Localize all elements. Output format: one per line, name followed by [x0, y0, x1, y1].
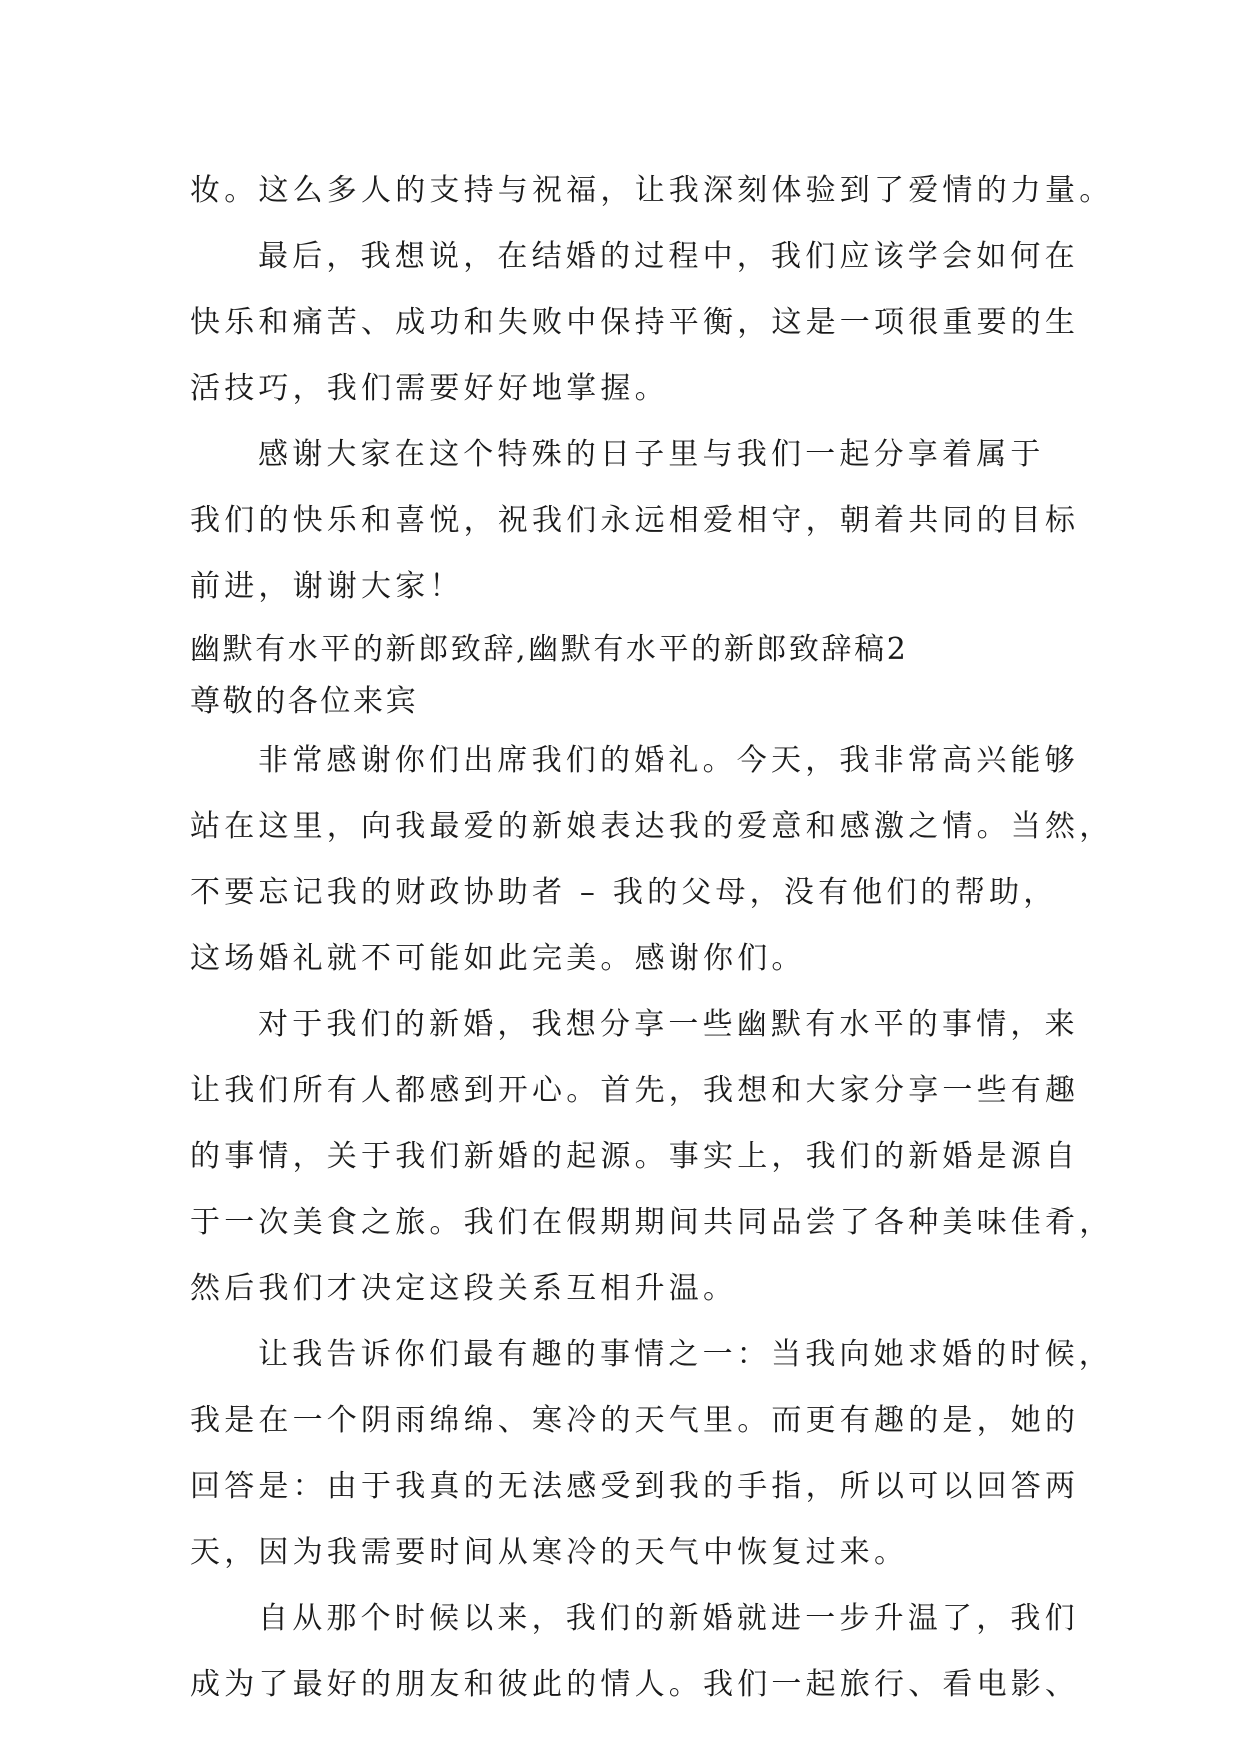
paragraph-line: 自从那个时候以来，我们的新婚就进一步升温了，我们 [258, 1601, 1079, 1636]
paragraph-line: 这场婚礼就不可能如此完美。感谢你们。 [190, 941, 806, 976]
section-title: 幽默有水平的新郎致辞,幽默有水平的新郎致辞稿2 [190, 632, 909, 667]
paragraph-line: 感谢大家在这个特殊的日子里与我们一起分享着属于 [258, 437, 1045, 472]
paragraph-line: 成为了最好的朋友和彼此的情人。我们一起旅行、看电影、 [190, 1667, 1080, 1702]
document-body [190, 158, 1114, 1718]
paragraph-line: 活技巧，我们需要好好地掌握。 [190, 371, 669, 406]
paragraph-line: 站在这里，向我最爱的新娘表达我的爱意和感激之情。当然， [190, 809, 1114, 844]
paragraph-line: 妆。这么多人的支持与祝福，让我深刻体验到了爱情的力量。 [190, 173, 1114, 208]
paragraph-line: 最后，我想说，在结婚的过程中，我们应该学会如何在 [258, 239, 1079, 274]
paragraph-line: 对于我们的新婚，我想分享一些幽默有水平的事情，来 [258, 1007, 1079, 1042]
paragraph-line: 让我们所有人都感到开心。首先，我想和大家分享一些有趣 [190, 1073, 1080, 1108]
paragraph-line: 的事情，关于我们新婚的起源。事实上，我们的新婚是源自 [190, 1139, 1080, 1174]
paragraph-line: 前进，谢谢大家！ [190, 569, 464, 604]
salutation: 尊敬的各位来宾 [190, 684, 419, 719]
paragraph-line: 非常感谢你们出席我们的婚礼。今天，我非常高兴能够 [258, 743, 1079, 778]
paragraph-line: 于一次美食之旅。我们在假期期间共同品尝了各种美味佳肴， [190, 1205, 1114, 1240]
paragraph-line: 我们的快乐和喜悦，祝我们永远相爱相守，朝着共同的目标 [190, 503, 1080, 538]
paragraph-line: 回答是：由于我真的无法感受到我的手指，所以可以回答两 [190, 1469, 1080, 1504]
paragraph-line: 我是在一个阴雨绵绵、寒冷的天气里。而更有趣的是，她的 [190, 1403, 1080, 1438]
paragraph-line: 让我告诉你们最有趣的事情之一：当我向她求婚的时候， [258, 1337, 1113, 1372]
paragraph-line: 不要忘记我的财政协助者 – 我的父母，没有他们的帮助， [190, 875, 1058, 910]
paragraph-line: 快乐和痛苦、成功和失败中保持平衡，这是一项很重要的生 [190, 305, 1080, 340]
paragraph-line: 然后我们才决定这段关系互相升温。 [190, 1271, 738, 1306]
paragraph-line: 天，因为我需要时间从寒冷的天气中恢复过来。 [190, 1535, 909, 1570]
